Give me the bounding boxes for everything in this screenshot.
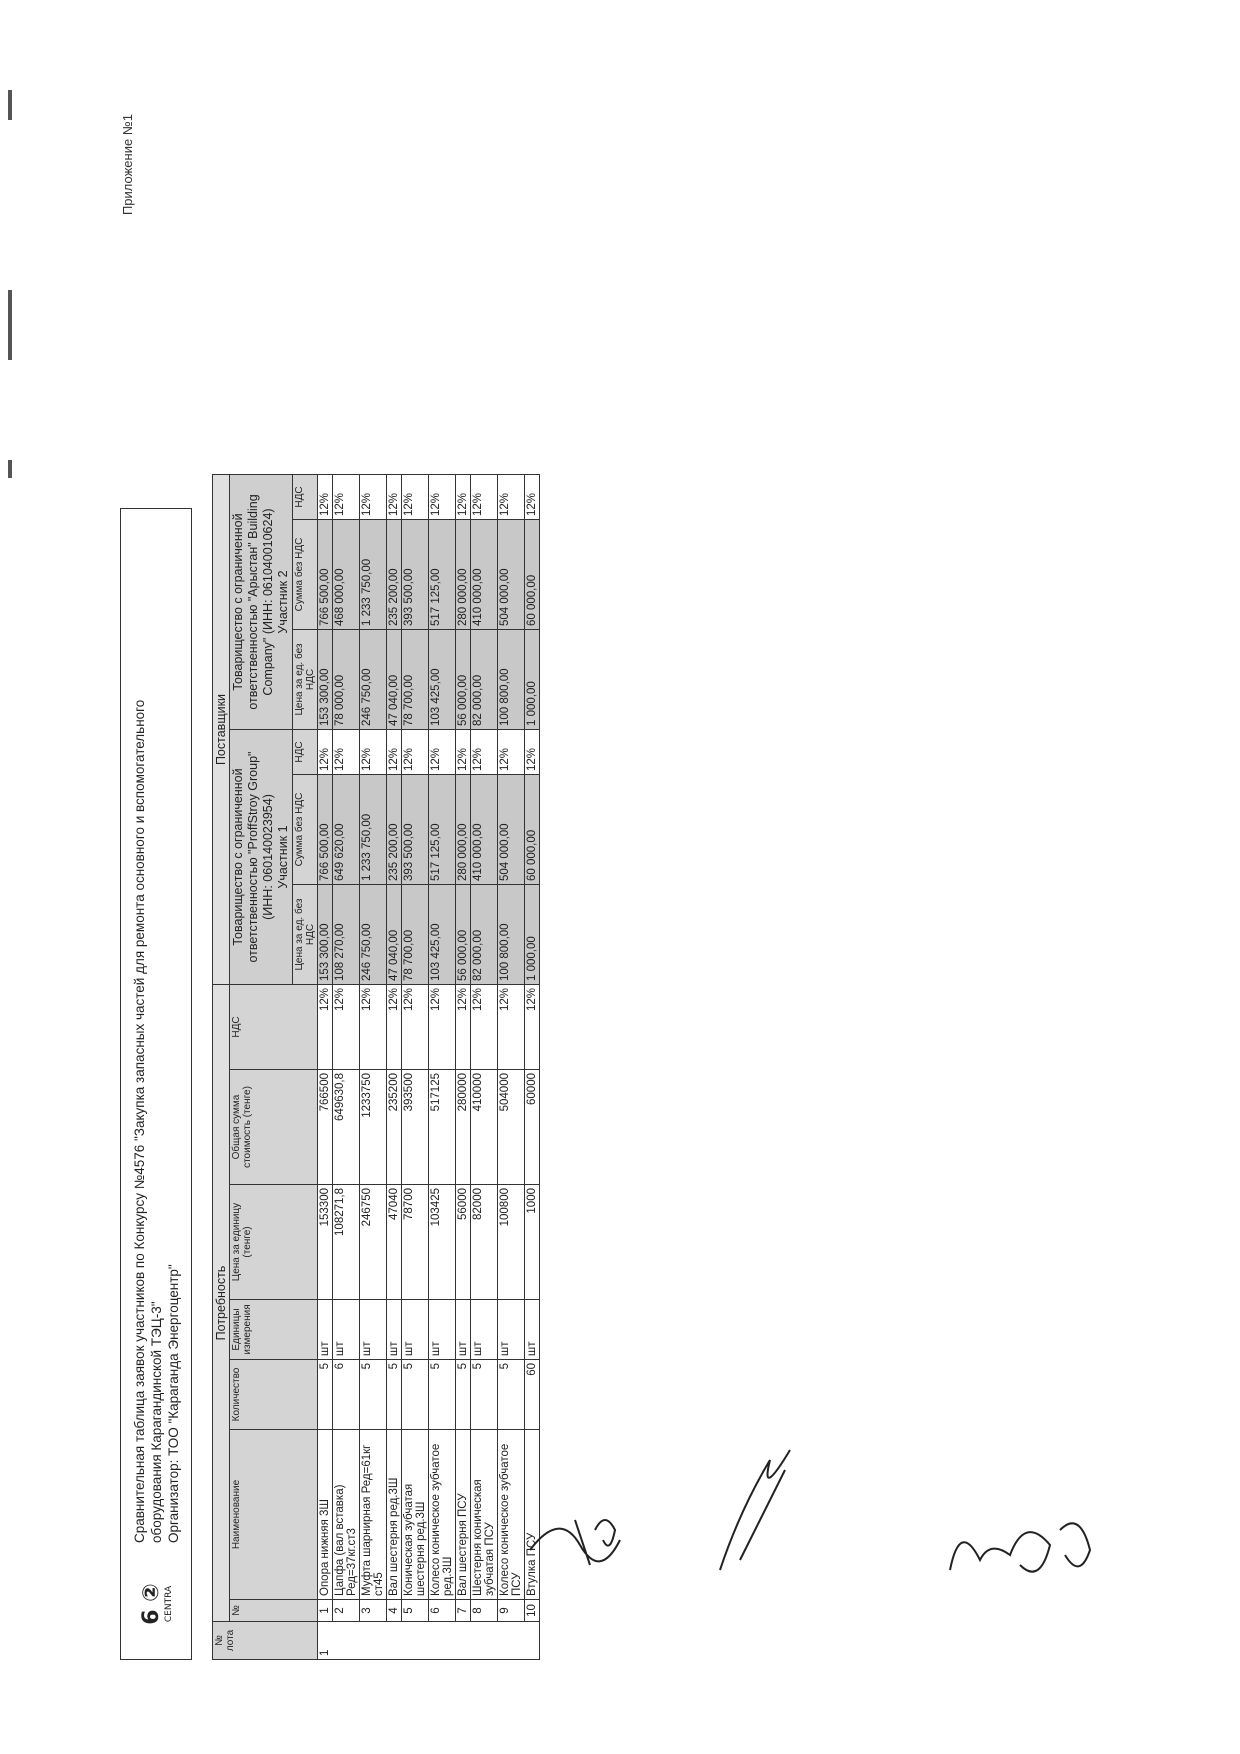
unit: шт — [456, 1300, 471, 1360]
unit: шт — [333, 1300, 360, 1360]
unit: шт — [387, 1300, 402, 1360]
unit-price: 246750 — [360, 1185, 387, 1300]
total-price: 649630,8 — [333, 1070, 360, 1185]
table-row — [333, 475, 360, 1660]
vat: 12% — [318, 985, 333, 1070]
vat: 12% — [333, 985, 360, 1070]
unit-price: 47040 — [387, 1185, 402, 1300]
title-box — [120, 508, 192, 1660]
rotated-page — [120, 100, 1220, 1660]
s2-sum: 410 000,00 — [471, 520, 498, 630]
supplier2-participant: Участник 2 — [276, 570, 290, 634]
header-s2-price: Цена за ед. без НДС — [293, 630, 318, 730]
supplier1-participant: Участник 1 — [276, 825, 290, 889]
title-line2: оборудования Карагандинской ТЭЦ-3" — [148, 1301, 164, 1543]
item-name: Опора нижняя 3Ш — [318, 1430, 333, 1600]
qty: 5 — [402, 1360, 429, 1430]
vat: 12% — [456, 985, 471, 1070]
s1-vat: 12% — [387, 730, 402, 775]
s1-vat: 12% — [498, 730, 525, 775]
s1-sum: 60 000,00 — [525, 775, 540, 885]
qty: 5 — [498, 1360, 525, 1430]
s1-price: 1 000,00 — [525, 885, 540, 985]
item-name: Колесо коническое зубчатое ПСУ — [498, 1430, 525, 1600]
header-total: Общая сумма стоимость (тенге) — [230, 1070, 318, 1185]
row-number: 1 — [318, 1600, 333, 1622]
total-price: 1233750 — [360, 1070, 387, 1185]
vat: 12% — [498, 985, 525, 1070]
qty: 6 — [333, 1360, 360, 1430]
item-name: Шестерня коническая зубчатая ПСУ — [471, 1430, 498, 1600]
qty: 5 — [360, 1360, 387, 1430]
row-number: 4 — [387, 1600, 402, 1622]
s1-price: 47 040,00 — [387, 885, 402, 985]
row-number: 8 — [471, 1600, 498, 1622]
s1-sum: 504 000,00 — [498, 775, 525, 885]
row-number: 5 — [402, 1600, 429, 1622]
s1-vat: 12% — [429, 730, 456, 775]
unit-price: 108271,8 — [333, 1185, 360, 1300]
s1-vat: 12% — [471, 730, 498, 775]
s2-sum: 1 233 750,00 — [360, 520, 387, 630]
total-price: 60000 — [525, 1070, 540, 1185]
s1-sum: 393 500,00 — [402, 775, 429, 885]
item-name: Цапфа (вал вставка) Ред=37кг.ст3 — [333, 1430, 360, 1600]
s2-sum: 60 000,00 — [525, 520, 540, 630]
header-qty: Количество — [230, 1360, 318, 1430]
total-price: 504000 — [498, 1070, 525, 1185]
s1-price: 153 300,00 — [318, 885, 333, 985]
signature — [940, 1500, 1120, 1590]
qty: 60 — [525, 1360, 540, 1430]
row-number: 3 — [360, 1600, 387, 1622]
s2-vat: 12% — [333, 475, 360, 520]
s1-sum: 280 000,00 — [456, 775, 471, 885]
total-price: 766500 — [318, 1070, 333, 1185]
supplier1-name: Товарищество с ограниченной ответственностью "ProffStroy Group" (ИНН: 060140023954) — [231, 751, 275, 963]
lot-number: 1 — [318, 1622, 540, 1660]
item-name: Втулка ПСУ — [525, 1430, 540, 1600]
s2-price: 246 750,00 — [360, 630, 387, 730]
s1-sum: 649 620,00 — [333, 775, 360, 885]
unit: шт — [498, 1300, 525, 1360]
header-unit-price: Цена за единицу (тенге) — [230, 1185, 318, 1300]
s2-vat: 12% — [471, 475, 498, 520]
unit: шт — [525, 1300, 540, 1360]
s1-price: 82 000,00 — [471, 885, 498, 985]
header-num: № — [230, 1600, 318, 1622]
s1-price: 56 000,00 — [456, 885, 471, 985]
total-price: 410000 — [471, 1070, 498, 1185]
unit-price: 1000 — [525, 1185, 540, 1300]
unit: шт — [471, 1300, 498, 1360]
s2-price: 78 000,00 — [333, 630, 360, 730]
signature — [700, 1440, 820, 1580]
s1-sum: 766 500,00 — [318, 775, 333, 885]
unit-price: 78700 — [402, 1185, 429, 1300]
item-name: Вал шестерня ред.3Ш — [387, 1430, 402, 1600]
vat: 12% — [525, 985, 540, 1070]
table-row — [498, 475, 525, 1660]
comparison-table — [212, 474, 540, 1660]
s2-price: 1 000,00 — [525, 630, 540, 730]
s2-vat: 12% — [525, 475, 540, 520]
qty: 5 — [318, 1360, 333, 1430]
unit-price: 82000 — [471, 1185, 498, 1300]
vat: 12% — [471, 985, 498, 1070]
header-s2-vat: НДС — [293, 475, 318, 520]
s1-sum: 517 125,00 — [429, 775, 456, 885]
table-row — [456, 475, 471, 1660]
s2-sum: 517 125,00 — [429, 520, 456, 630]
row-number: 9 — [498, 1600, 525, 1622]
row-number: 2 — [333, 1600, 360, 1622]
s1-vat: 12% — [402, 730, 429, 775]
s1-sum: 235 200,00 — [387, 775, 402, 885]
s1-price: 78 700,00 — [402, 885, 429, 985]
s2-vat: 12% — [498, 475, 525, 520]
scan-mark — [8, 290, 12, 360]
s2-vat: 12% — [387, 475, 402, 520]
item-name: Вал шестерня ПСУ — [456, 1430, 471, 1600]
signature — [520, 1490, 660, 1580]
s2-price: 153 300,00 — [318, 630, 333, 730]
table-row — [402, 475, 429, 1660]
header-group-need: Потребность — [213, 985, 230, 1622]
s2-vat: 12% — [360, 475, 387, 520]
s2-price: 78 700,00 — [402, 630, 429, 730]
s2-vat: 12% — [456, 475, 471, 520]
vat: 12% — [402, 985, 429, 1070]
s2-sum: 235 200,00 — [387, 520, 402, 630]
unit: шт — [318, 1300, 333, 1360]
unit-price: 153300 — [318, 1185, 333, 1300]
s2-vat: 12% — [402, 475, 429, 520]
qty: 5 — [429, 1360, 456, 1430]
unit: шт — [360, 1300, 387, 1360]
s1-vat: 12% — [360, 730, 387, 775]
total-price: 280000 — [456, 1070, 471, 1185]
header-lot: № лота — [213, 1622, 318, 1660]
table-row — [318, 475, 333, 1660]
table-row — [360, 475, 387, 1660]
row-number: 10 — [525, 1600, 540, 1622]
vat: 12% — [429, 985, 456, 1070]
s1-price: 246 750,00 — [360, 885, 387, 985]
s2-sum: 468 000,00 — [333, 520, 360, 630]
s1-vat: 12% — [456, 730, 471, 775]
unit: шт — [402, 1300, 429, 1360]
total-price: 393500 — [402, 1070, 429, 1185]
supplier1-header — [230, 730, 293, 985]
scan-mark — [8, 460, 12, 478]
s1-price: 108 270,00 — [333, 885, 360, 985]
row-number: 7 — [456, 1600, 471, 1622]
vat: 12% — [387, 985, 402, 1070]
logo-mark: 6 ② — [138, 1583, 164, 1625]
header-unit: Единицы измерения — [230, 1300, 318, 1360]
scan-mark — [8, 90, 12, 120]
s1-price: 103 425,00 — [429, 885, 456, 985]
header-group-suppliers: Поставщики — [213, 475, 230, 985]
supplier2-name: Товарищество с ограниченной ответственностью "Арыстан" Building Company" (ИНН: 061040010624) — [231, 494, 275, 710]
unit-price: 103425 — [429, 1185, 456, 1300]
item-name: Коническая зубчатая шестерня ред.3Ш — [402, 1430, 429, 1600]
s1-sum: 1 233 750,00 — [360, 775, 387, 885]
s2-sum: 504 000,00 — [498, 520, 525, 630]
s2-price: 47 040,00 — [387, 630, 402, 730]
s1-price: 100 800,00 — [498, 885, 525, 985]
table-row — [525, 475, 540, 1660]
table-row — [387, 475, 402, 1660]
logo-sub: CENTRA — [163, 1585, 174, 1623]
s1-vat: 12% — [525, 730, 540, 775]
header-vat: НДС — [230, 985, 318, 1070]
table-row — [429, 475, 456, 1660]
qty: 5 — [471, 1360, 498, 1430]
supplier2-header — [230, 475, 293, 730]
qty: 5 — [456, 1360, 471, 1430]
row-number: 6 — [429, 1600, 456, 1622]
item-name: Муфта шарнирная Ред=61кг ст45 — [360, 1430, 387, 1600]
header-s1-vat: НДС — [293, 730, 318, 775]
s2-sum: 280 000,00 — [456, 520, 471, 630]
s2-price: 100 800,00 — [498, 630, 525, 730]
document-title — [131, 700, 182, 1549]
total-price: 517125 — [429, 1070, 456, 1185]
header-name: Наименование — [230, 1430, 318, 1600]
header-s1-price: Цена за ед. без НДС — [293, 885, 318, 985]
s2-price: 56 000,00 — [456, 630, 471, 730]
item-name: Колесо коническое зубчатое ред.3Ш — [429, 1430, 456, 1600]
s2-price: 82 000,00 — [471, 630, 498, 730]
total-price: 235200 — [387, 1070, 402, 1185]
unit-price: 100800 — [498, 1185, 525, 1300]
appendix-label: Приложение №1 — [120, 114, 135, 216]
header-s2-sum: Сумма без НДС — [293, 520, 318, 630]
title-line3: Организатор: ТОО "Караганда Энергоцентр" — [165, 1264, 181, 1543]
qty: 5 — [387, 1360, 402, 1430]
logo — [139, 1549, 174, 1659]
s2-price: 103 425,00 — [429, 630, 456, 730]
header-s1-sum: Сумма без НДС — [293, 775, 318, 885]
s2-vat: 12% — [429, 475, 456, 520]
s1-sum: 410 000,00 — [471, 775, 498, 885]
s1-vat: 12% — [318, 730, 333, 775]
table-row — [471, 475, 498, 1660]
unit: шт — [429, 1300, 456, 1360]
s1-vat: 12% — [333, 730, 360, 775]
vat: 12% — [360, 985, 387, 1070]
s2-vat: 12% — [318, 475, 333, 520]
s2-sum: 766 500,00 — [318, 520, 333, 630]
title-line1: Сравнительная таблица заявок участников по Конкурсу №4576 "Закупка запасных частей для ремонта основного и вспомогательного — [131, 699, 147, 1543]
s2-sum: 393 500,00 — [402, 520, 429, 630]
unit-price: 56000 — [456, 1185, 471, 1300]
